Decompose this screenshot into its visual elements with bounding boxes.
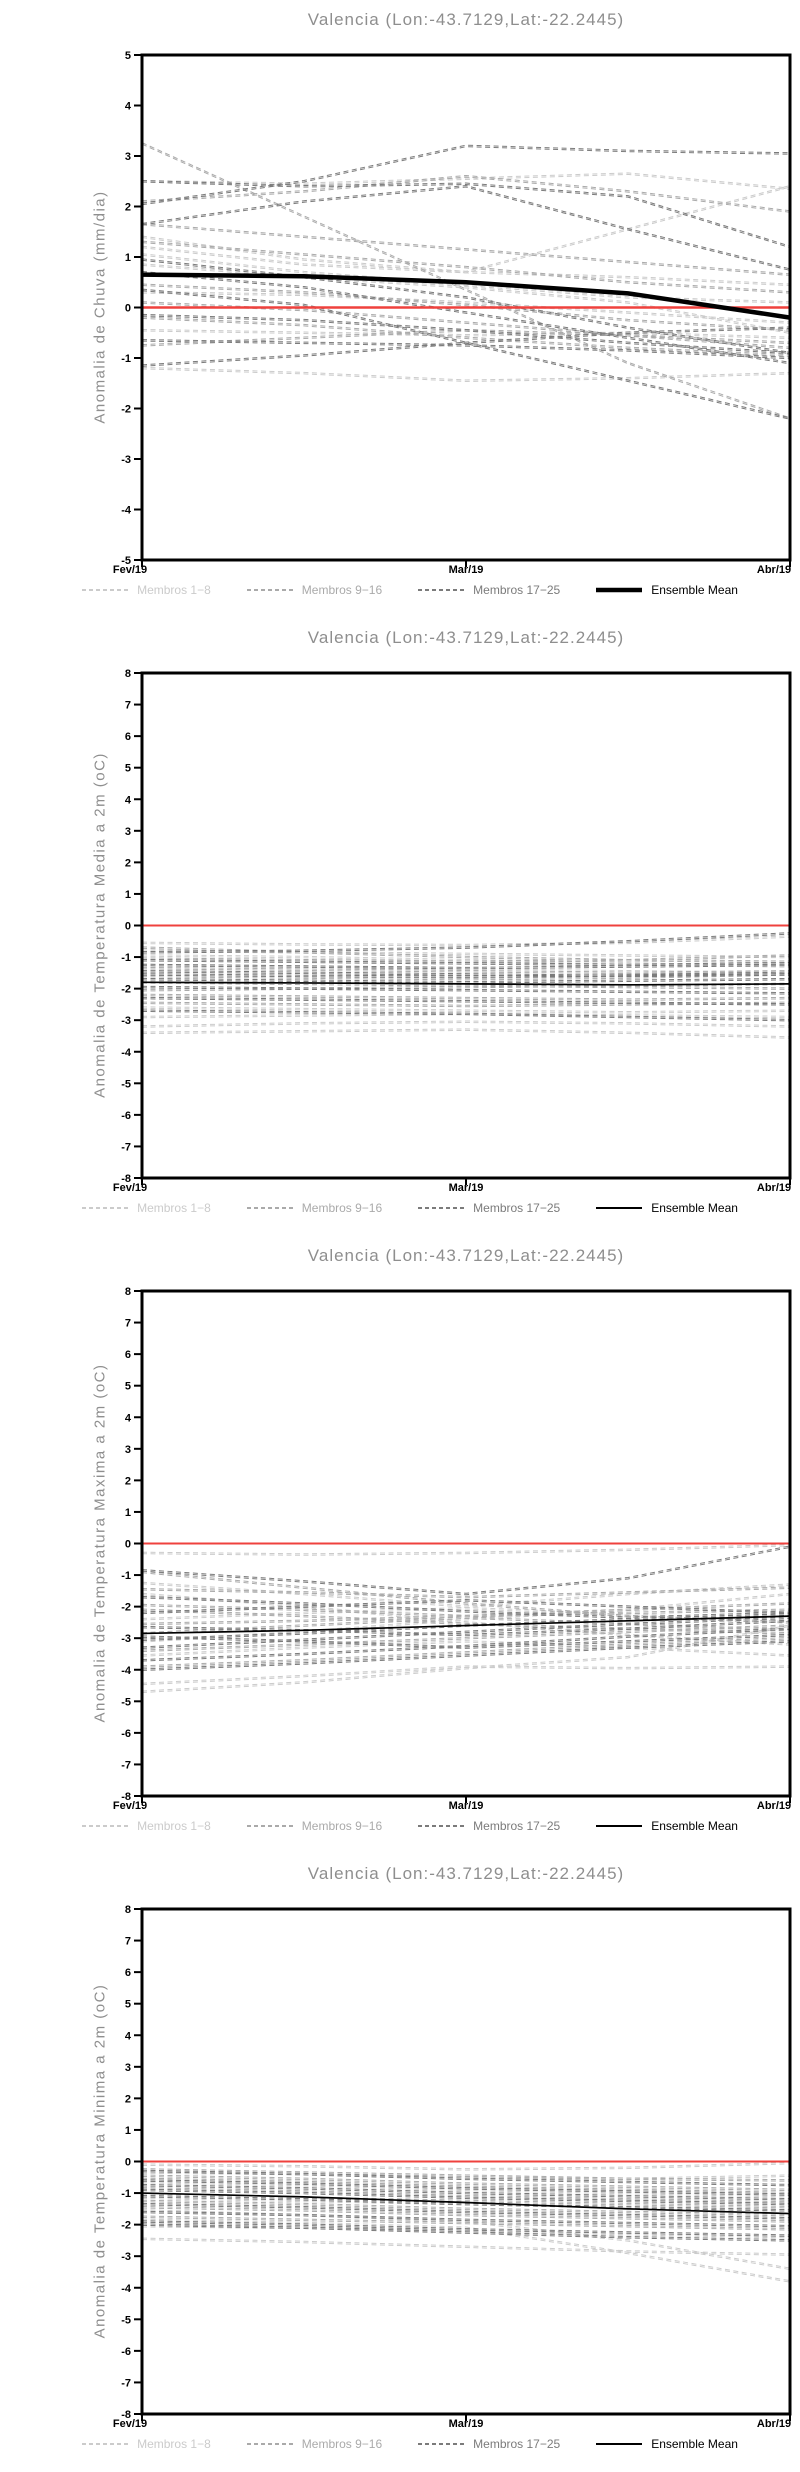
legend-label: Membros 17−25 <box>473 1819 561 1833</box>
y-tick-label: -1 <box>121 353 131 365</box>
legend <box>60 583 760 597</box>
legend-item <box>82 1819 211 1833</box>
x-tick-label: Abr/19 <box>756 1800 792 1812</box>
member-line-sample <box>418 1204 464 1212</box>
y-axis-label: Anomalia de Temperatura Maxima a 2m (oC) <box>91 1363 109 1723</box>
member-line <box>142 1546 790 1555</box>
ensemble-mean-line-sample <box>596 2440 642 2448</box>
y-tick-label: 8 <box>124 1286 131 1298</box>
legend-label: Membros 9−16 <box>301 583 383 597</box>
y-tick-label: 1 <box>124 888 131 901</box>
x-tick-label: Fev/19 <box>112 1800 148 1812</box>
y-tick-label: 8 <box>124 668 131 680</box>
member-line <box>142 1023 790 1028</box>
y-tick-label: -6 <box>121 2345 131 2358</box>
member-line <box>142 2224 790 2240</box>
legend-item <box>596 2437 738 2451</box>
legend-label: Membros 1−8 <box>137 583 211 597</box>
legend-item <box>247 1819 382 1833</box>
y-tick-label: 2 <box>124 2093 131 2106</box>
legend-label: Membros 1−8 <box>137 1201 211 1215</box>
y-tick-label: -6 <box>121 1109 131 1122</box>
y-tick-label: 0 <box>124 2156 131 2169</box>
y-tick-label: -2 <box>121 983 131 996</box>
chart-panel-chuva <box>0 0 800 618</box>
y-tick-label: -1 <box>121 1570 131 1583</box>
legend-item <box>596 583 738 597</box>
y-tick-label: -2 <box>121 403 131 416</box>
y-axis-label: Anomalia de Chuva (mm/dia) <box>91 190 109 424</box>
x-tick-label: Fev/19 <box>112 2418 148 2430</box>
y-tick-label: 2 <box>124 857 131 870</box>
member-line <box>142 2222 790 2236</box>
legend-label: Membros 9−16 <box>301 1201 383 1215</box>
legend <box>60 2437 760 2451</box>
legend-label: Membros 17−25 <box>473 583 561 597</box>
y-tick-label: -7 <box>121 2377 131 2390</box>
chart-title: Valencia (Lon:-43.7129,Lat:-22.2445) <box>307 10 625 29</box>
y-tick-label: -8 <box>121 2409 131 2421</box>
y-tick-label: 0 <box>124 1538 131 1551</box>
y-tick-label: -1 <box>121 952 131 965</box>
member-line-sample <box>418 1822 464 1830</box>
plot-area <box>0 0 800 618</box>
legend-label: Membros 9−16 <box>301 1819 383 1833</box>
legend-item <box>82 583 211 597</box>
legend-label: Membros 1−8 <box>137 1819 211 1833</box>
y-tick-label: -3 <box>121 2251 131 2264</box>
legend-label: Membros 1−8 <box>137 2437 211 2451</box>
y-tick-label: 1 <box>124 252 131 264</box>
member-line-sample <box>247 2440 293 2448</box>
x-tick-label: Mar/19 <box>448 2418 484 2430</box>
y-tick-label: 4 <box>124 1412 131 1425</box>
y-tick-label: 4 <box>124 2030 131 2043</box>
plot-area <box>0 1236 800 1854</box>
chart-title: Valencia (Lon:-43.7129,Lat:-22.2445) <box>307 1246 625 1265</box>
member-line <box>142 2162 790 2168</box>
y-tick-label: -4 <box>121 2282 131 2295</box>
x-tick-label: Mar/19 <box>448 564 484 576</box>
member-line <box>142 367 790 380</box>
member-line <box>142 2225 790 2241</box>
x-tick-label: Mar/19 <box>448 1182 484 1194</box>
y-tick-label: -8 <box>121 1173 131 1185</box>
y-tick-label: -4 <box>121 1046 131 1059</box>
member-line-sample <box>82 2440 128 2448</box>
chart-title: Valencia (Lon:-43.7129,Lat:-22.2445) <box>307 1864 625 1883</box>
member-line <box>142 1544 790 1553</box>
member-line <box>142 2205 790 2219</box>
y-axis-label: Anomalia de Temperatura Media a 2m (oC) <box>91 752 109 1098</box>
chart-panel-temp-maxima <box>0 1236 800 1854</box>
y-tick-label: 2 <box>124 1475 131 1488</box>
member-line-sample <box>418 586 464 594</box>
y-tick-label: 5 <box>124 1998 131 2011</box>
legend-item <box>418 1201 560 1215</box>
chart-panel-temp-media <box>0 618 800 1236</box>
ensemble-mean-line-sample <box>596 586 642 594</box>
y-tick-label: -4 <box>121 1664 131 1677</box>
legend-label: Membros 9−16 <box>301 2437 383 2451</box>
legend-item <box>596 1819 738 1833</box>
member-line <box>142 988 790 994</box>
y-tick-label: 6 <box>124 731 131 744</box>
legend-item <box>247 1201 382 1215</box>
y-tick-label: -3 <box>121 454 131 466</box>
legend-item <box>82 2437 211 2451</box>
legend-label: Membros 17−25 <box>473 2437 561 2451</box>
y-tick-label: 6 <box>124 1967 131 1980</box>
member-line-sample <box>247 1822 293 1830</box>
legend-item <box>247 2437 382 2451</box>
member-line <box>142 181 790 247</box>
legend-label: Ensemble Mean <box>651 583 738 597</box>
y-tick-label: -5 <box>121 555 131 567</box>
y-tick-label: -7 <box>121 1141 131 1154</box>
y-tick-label: -2 <box>121 1601 131 1614</box>
ensemble-mean-line-sample <box>596 1822 642 1830</box>
legend <box>60 1201 760 1215</box>
y-tick-label: 3 <box>124 151 131 163</box>
chart-title: Valencia (Lon:-43.7129,Lat:-22.2445) <box>307 628 625 647</box>
x-tick-label: Fev/19 <box>112 564 148 576</box>
y-tick-label: 6 <box>124 1349 131 1362</box>
legend-item <box>82 1201 211 1215</box>
y-tick-label: -5 <box>121 2314 131 2327</box>
y-tick-label: 0 <box>124 920 131 933</box>
y-tick-label: -5 <box>121 1078 131 1091</box>
legend-item <box>596 1201 738 1215</box>
y-tick-label: 7 <box>124 699 131 712</box>
member-line <box>142 246 790 284</box>
legend <box>60 1819 760 1833</box>
legend-label: Ensemble Mean <box>651 1819 738 1833</box>
x-tick-label: Abr/19 <box>756 2418 792 2430</box>
y-tick-label: 4 <box>124 100 131 113</box>
y-tick-label: -2 <box>121 2219 131 2232</box>
member-line <box>142 291 790 420</box>
legend-label: Membros 17−25 <box>473 1201 561 1215</box>
legend-label: Ensemble Mean <box>651 1201 738 1215</box>
member-line-sample <box>82 1822 128 1830</box>
y-tick-label: -3 <box>121 1633 131 1646</box>
member-line-sample <box>82 586 128 594</box>
y-tick-label: -7 <box>121 1759 131 1772</box>
member-line <box>142 182 790 248</box>
chart-panel-temp-minima <box>0 1854 800 2472</box>
y-tick-label: 1 <box>124 1506 131 1519</box>
y-tick-label: 5 <box>124 1380 131 1393</box>
y-tick-label: 5 <box>124 50 131 62</box>
legend-item <box>418 1819 560 1833</box>
y-tick-label: 3 <box>124 2061 131 2074</box>
y-tick-label: -4 <box>121 504 131 517</box>
plot-area <box>0 1854 800 2472</box>
plot-area <box>0 618 800 1236</box>
y-tick-label: 2 <box>124 201 131 214</box>
y-tick-label: 1 <box>124 2124 131 2137</box>
y-tick-label: -1 <box>121 2188 131 2201</box>
member-line <box>142 986 790 992</box>
member-line <box>142 1667 790 1684</box>
member-line-sample <box>82 1204 128 1212</box>
member-line-sample <box>247 1204 293 1212</box>
y-tick-label: -6 <box>121 1727 131 1740</box>
y-tick-label: 5 <box>124 762 131 775</box>
member-line-sample <box>247 586 293 594</box>
y-tick-label: 4 <box>124 794 131 807</box>
ensemble-mean-line <box>142 275 790 318</box>
y-axis-label: Anomalia de Temperatura Minima a 2m (oC) <box>91 1983 109 2339</box>
x-tick-label: Mar/19 <box>448 1800 484 1812</box>
y-tick-label: 3 <box>124 825 131 838</box>
y-tick-label: -8 <box>121 1791 131 1803</box>
y-tick-label: 0 <box>124 302 131 315</box>
ensemble-mean-line-sample <box>596 1204 642 1212</box>
y-tick-label: -5 <box>121 1696 131 1709</box>
y-tick-label: 3 <box>124 1443 131 1456</box>
y-tick-label: -3 <box>121 1015 131 1028</box>
x-tick-label: Fev/19 <box>112 1182 148 1194</box>
legend-label: Ensemble Mean <box>651 2437 738 2451</box>
member-line <box>142 985 790 991</box>
legend-item <box>418 2437 560 2451</box>
member-line <box>142 175 790 210</box>
x-tick-label: Abr/19 <box>756 564 792 576</box>
x-tick-label: Abr/19 <box>756 1182 792 1194</box>
member-line <box>142 255 790 303</box>
y-tick-label: 7 <box>124 1935 131 1948</box>
legend-item <box>418 583 560 597</box>
legend-item <box>247 583 382 597</box>
y-tick-label: 7 <box>124 1317 131 1330</box>
y-tick-label: 8 <box>124 1904 131 1916</box>
member-line <box>142 936 790 945</box>
member-line-sample <box>418 2440 464 2448</box>
member-line <box>142 2210 790 2268</box>
